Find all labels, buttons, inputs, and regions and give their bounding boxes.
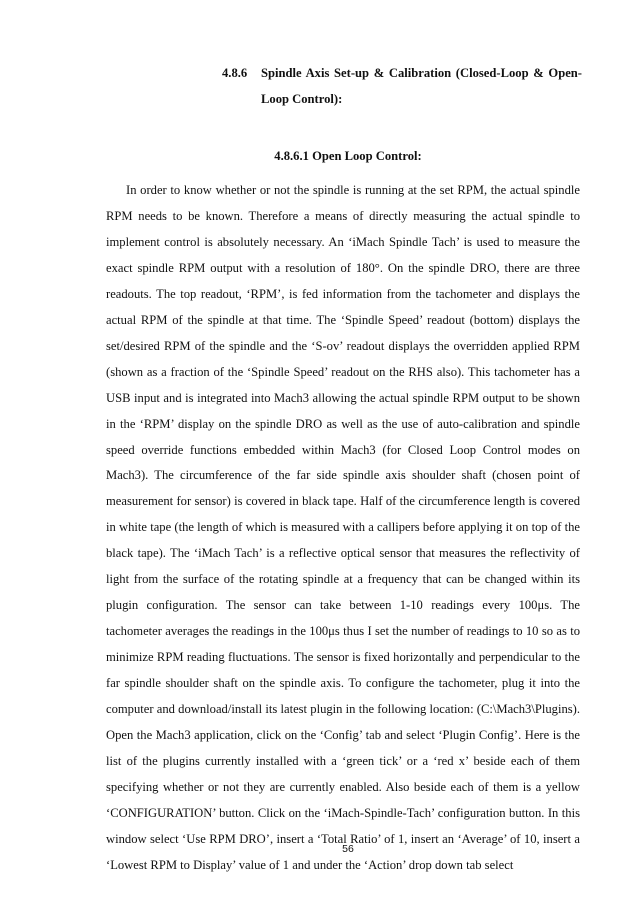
section-title: Spindle Axis Set-up & Calibration (Closed-Loop & Open-Loop Control): (261, 66, 582, 106)
section-number: 4.8.6 (222, 66, 248, 80)
subsection-heading: 4.8.6.1 Open Loop Control: (274, 149, 422, 163)
body-paragraph: In order to know whether or not the spindle is running at the set RPM, the actual spindle RPM needs to be known. Therefore a means of directly measuring the actual spindle to implement control is absolutely necessary. An ‘iMach Spindle Tach’ is used to measure the exact spindle RPM output with a resolution of 180°. On the spindle DRO, there are three readouts. The top readout, ‘RPM’, is fed information from the tachometer and displays the actual RPM of the spindle at that time. The ‘Spindle Speed’ readout (bottom) displays the set/desired RPM of the spindle and the ‘S-ov’ readout displays the overridden applied RPM (shown as a fraction of the ‘Spindle Speed’ readout on the RHS also). This tachometer has a USB input and is integrated into Mach3 allowing the actual spindle RPM output to be shown in the ‘RPM’ display on the spindle DRO as well as the use of auto-calibration and spindle speed override functions embedded within Mach3 (for Closed Loop Control modes on Mach3). The circumference of the far side spindle axis shoulder shaft (chosen point of measurement for sensor) is covered in black tape. Half of the circumference length is covered in white tape (the length of which is measured with a callipers before applying it on top of the black tape). The ‘iMach Tach’ is a reflective optical sensor that measures the reflectivity of light from the surface of the rotating spindle at a frequency that can be changed within its plugin configuration. The sensor can take between 1-10 readings every 100μs. The tachometer averages the readings in the 100μs thus I set the number of readings to 10 so as to minimize RPM reading fluctuations. The sensor is fixed horizontally and perpendicular to the far spindle shoulder shaft on the spindle axis. To configure the tachometer, plug it into the computer and download/install its latest plugin in the following location: (C:\Mach3\Plugins). Open the Mach3 application, click on the ‘Config’ tab and select ‘Plugin Config’. Here is the list of the plugins currently installed with a ‘green tick’ or a ‘red x’ beside each of them specifying whether or not they are currently enabled. Also beside each of them is a yellow ‘CONFIGURATION’ button. Click on the ‘iMach-Spindle-Tach’ configuration button. In this window select ‘Use RPM DRO’, insert a ‘Total Ratio’ of 1, insert an ‘Average’ of 10, insert a ‘Lowest RPM to Display’ value of 1 and under the ‘Action’ drop down tab select (106, 183, 580, 872)
page-number: 56 (342, 843, 354, 855)
section-heading (222, 60, 582, 112)
